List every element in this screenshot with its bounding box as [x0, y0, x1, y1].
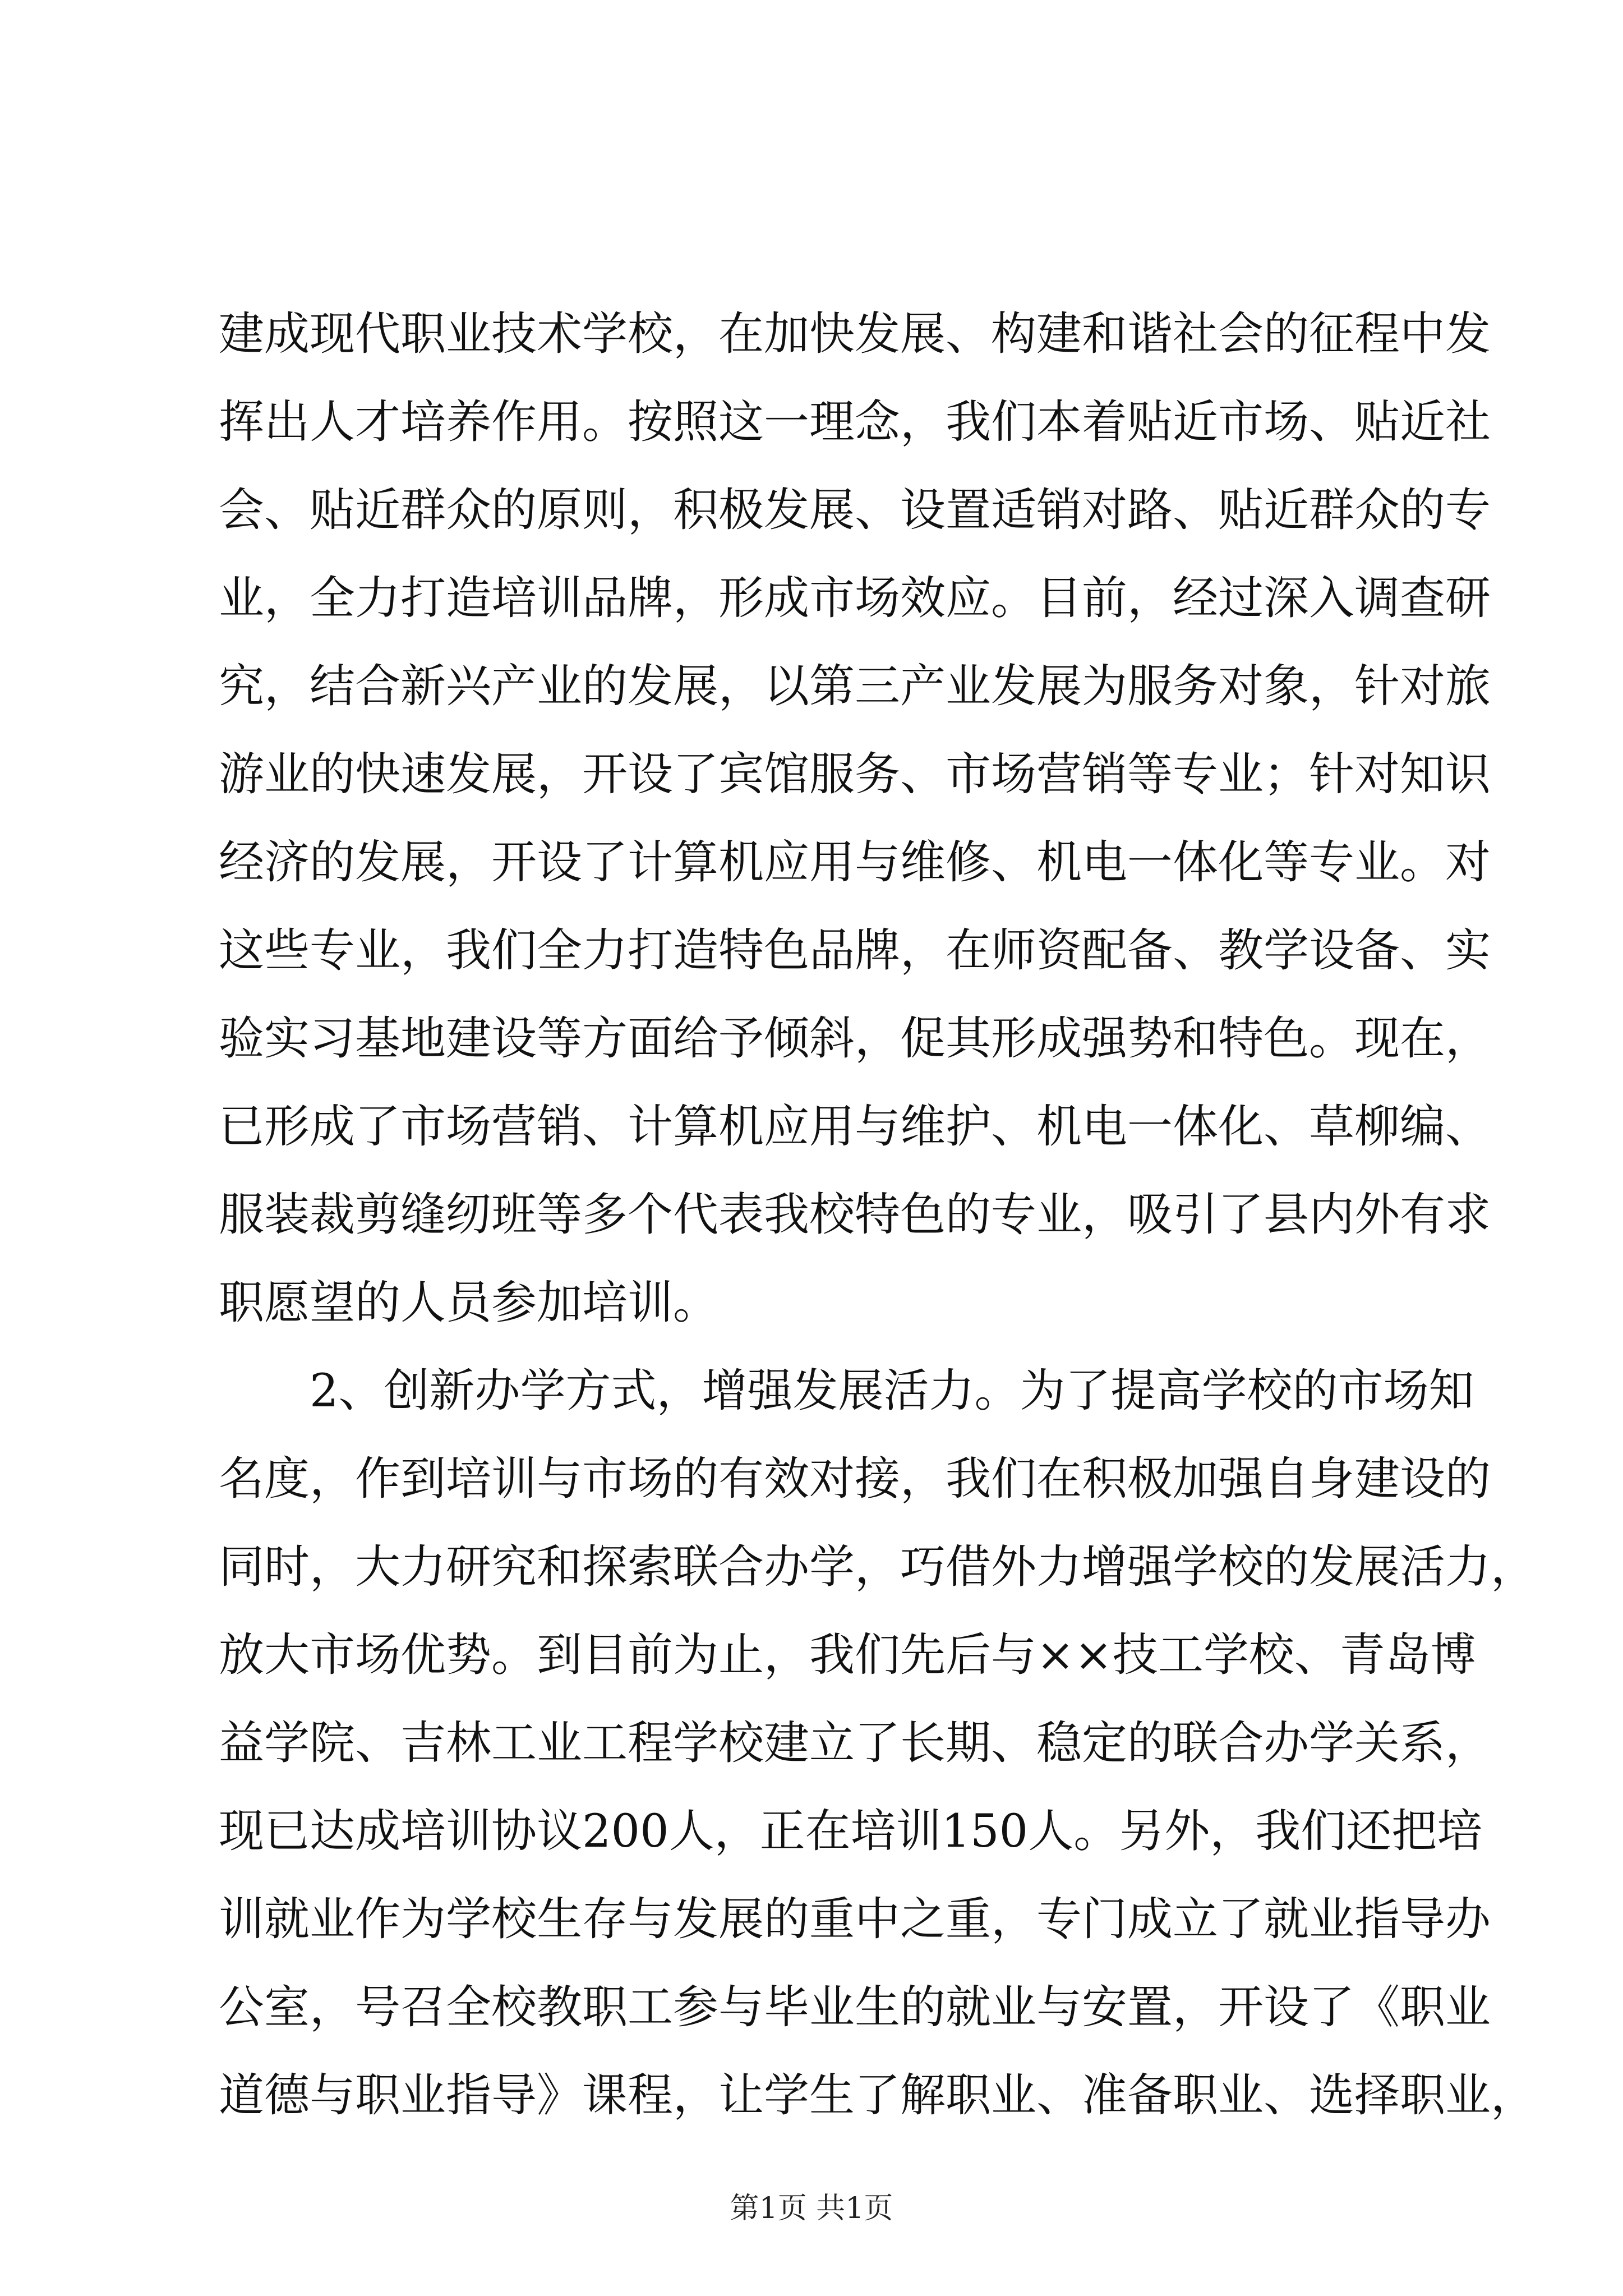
text-line: 会、贴近群众的原则，积极发展、设置适销对路、贴近群众的专 — [219, 484, 1491, 537]
text-line: 同时，大力研究和探索联合办学，巧借外力增强学校的发展活力， — [219, 1541, 1537, 1594]
text-line: 2、创新办学方式，增强发展活力。为了提高学校的市场知 — [219, 1365, 1474, 1418]
page-footer: 第1页 共1页 — [730, 2192, 893, 2225]
text-line: 现已达成培训协议200人，正在培训150人。另外，我们还把培 — [219, 1805, 1483, 1858]
text-line: 职愿望的人员参加培训。 — [219, 1277, 719, 1329]
text-line: 经济的发展，开设了计算机应用与维修、机电一体化等专业。对 — [219, 836, 1491, 889]
text-line: 业，全力打造培训品牌，形成市场效应。目前，经过深入调查研 — [219, 572, 1491, 625]
text-line: 益学院、吉林工业工程学校建立了长期、稳定的联合办学关系， — [219, 1717, 1491, 1770]
text-line: 公室，号召全校教职工参与毕业生的就业与安置，开设了《职业 — [219, 1981, 1491, 2034]
text-line: 建成现代职业技术学校，在加快发展、构建和谐社会的征程中发 — [219, 308, 1491, 361]
text-line: 训就业作为学校生存与发展的重中之重，专门成立了就业指导办 — [219, 1893, 1491, 1946]
text-line: 究，结合新兴产业的发展，以第三产业发展为服务对象，针对旅 — [219, 660, 1491, 713]
text-line: 挥出人才培养作用。按照这一理念，我们本着贴近市场、贴近社 — [219, 396, 1491, 449]
text-line: 服装裁剪缝纫班等多个代表我校特色的专业，吸引了县内外有求 — [219, 1189, 1491, 1241]
text-line: 道德与职业指导》课程，让学生了解职业、准备职业、选择职业， — [219, 2069, 1537, 2122]
text-line: 验实习基地建设等方面给予倾斜，促其形成强势和特色。现在， — [219, 1013, 1491, 1065]
text-line: 放大市场优势。到目前为止，我们先后与××技工学校、青岛博 — [219, 1629, 1476, 1682]
text-line: 这些专业，我们全力打造特色品牌，在师资配备、教学设备、实 — [219, 924, 1491, 977]
text-line: 游业的快速发展，开设了宾馆服务、市场营销等专业；针对知识 — [219, 748, 1491, 801]
text-line: 已形成了市场营销、计算机应用与维护、机电一体化、草柳编、 — [219, 1101, 1491, 1153]
text-line: 名度，作到培训与市场的有效对接，我们在积极加强自身建设的 — [219, 1453, 1491, 1506]
